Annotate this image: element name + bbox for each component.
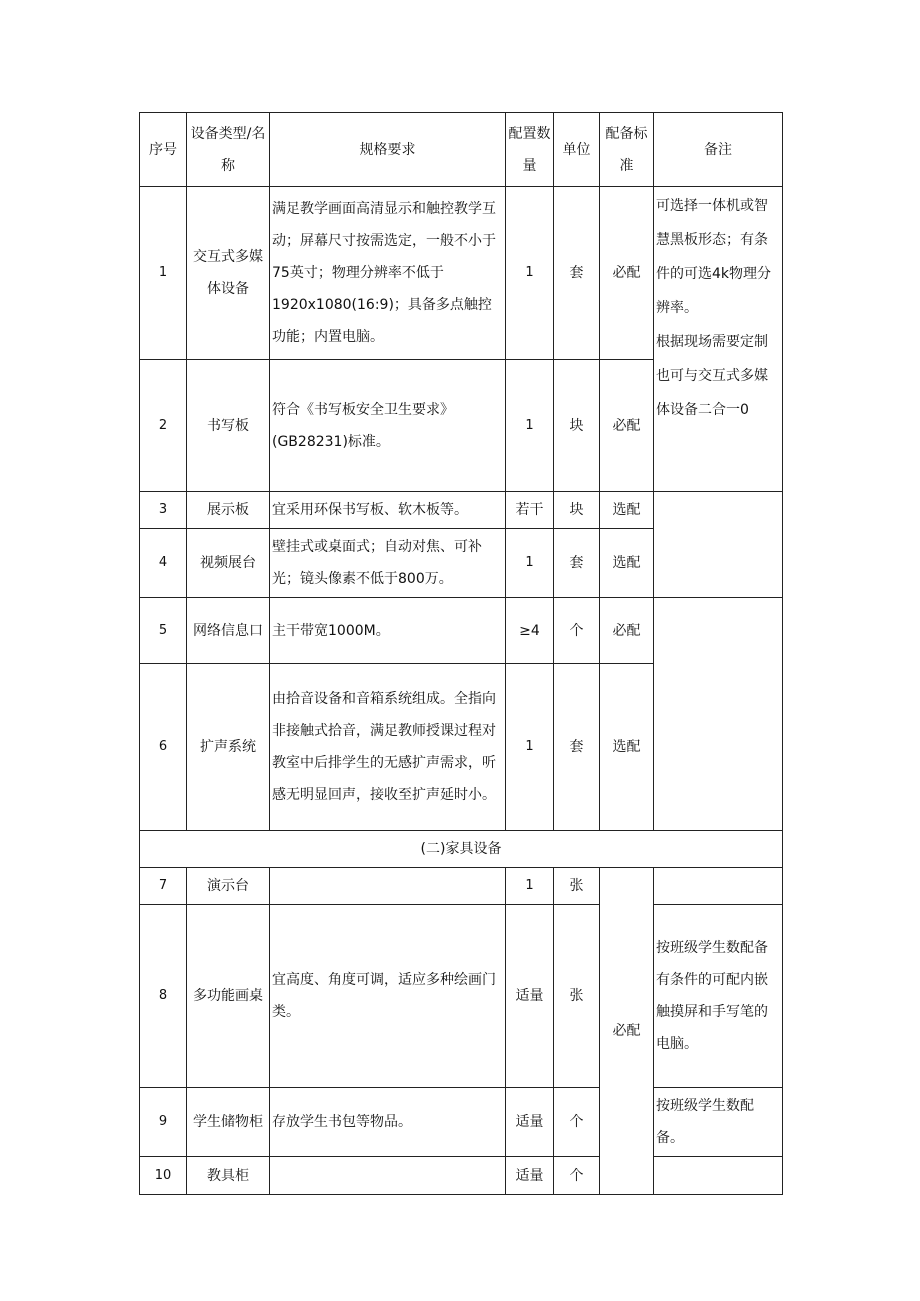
row-spec: 壁挂式或桌面式；自动对焦、可补光；镜头像素不低于800万。 (270, 529, 506, 598)
row-unit: 个 (554, 1088, 600, 1157)
section-title: (二)家具设备 (140, 831, 783, 868)
row-std: 选配 (600, 492, 654, 529)
table-row (140, 187, 783, 360)
header-seq: 序号 (140, 113, 187, 187)
header-std: 配备标准 (600, 113, 654, 187)
table-row (140, 492, 783, 529)
table-row (140, 1088, 783, 1157)
row-spec: 宜高度、角度可调，适应多种绘画门类。 (270, 905, 506, 1088)
row-note-empty (654, 598, 783, 831)
header-note: 备注 (654, 113, 783, 187)
row-qty: ≥4 (506, 598, 554, 664)
row-qty: 1 (506, 529, 554, 598)
row-unit: 个 (554, 1157, 600, 1195)
row-unit: 套 (554, 187, 600, 360)
equipment-table (139, 112, 783, 1195)
row-name: 展示板 (187, 492, 270, 529)
row-name: 学生储物柜 (187, 1088, 270, 1157)
row-qty: 1 (506, 187, 554, 360)
table-row (140, 868, 783, 905)
row-no: 7 (140, 868, 187, 905)
row-spec: 宜采用环保书写板、软木板等。 (270, 492, 506, 529)
row-no: 2 (140, 360, 187, 492)
row-spec: 符合《书写板安全卫生要求》(GB28231)标准。 (270, 360, 506, 492)
row-std: 必配 (600, 598, 654, 664)
row-qty: 适量 (506, 1157, 554, 1195)
row-spec (270, 868, 506, 905)
row-no: 10 (140, 1157, 187, 1195)
table-row (140, 1157, 783, 1195)
row-name: 多功能画桌 (187, 905, 270, 1088)
header-name: 设备类型/名称 (187, 113, 270, 187)
row-unit: 张 (554, 905, 600, 1088)
row-std: 选配 (600, 664, 654, 831)
row-no: 6 (140, 664, 187, 831)
row-name: 交互式多媒体设备 (187, 187, 270, 360)
row-name: 网络信息口 (187, 598, 270, 664)
row-std: 必配 (600, 360, 654, 492)
row-no: 5 (140, 598, 187, 664)
row-note-empty (654, 868, 783, 905)
row-unit: 块 (554, 492, 600, 529)
row-unit: 个 (554, 598, 600, 664)
row-unit: 块 (554, 360, 600, 492)
header-row (140, 113, 783, 187)
row-spec: 满足教学画面高清显示和触控教学互动；屏幕尺寸按需选定，一般不小于75英寸；物理分辨率不低于1920x1080(16:9)；具备多点触控功能；内置电脑。 (270, 187, 506, 360)
row-name: 扩声系统 (187, 664, 270, 831)
row-unit: 套 (554, 664, 600, 831)
table-row (140, 598, 783, 664)
row-no: 1 (140, 187, 187, 360)
row-no: 4 (140, 529, 187, 598)
row-qty: 1 (506, 664, 554, 831)
header-qty: 配置数量 (506, 113, 554, 187)
row-note-empty (654, 1157, 783, 1195)
row-name: 演示台 (187, 868, 270, 905)
row-qty: 适量 (506, 905, 554, 1088)
row-no: 9 (140, 1088, 187, 1157)
note-1: 可选择一体机或智慧黑板形态；有条件的可选4k物理分辨率。 (656, 198, 772, 316)
row-std: 必配 (600, 187, 654, 360)
row-note: 按班级学生数配备有条件的可配内嵌触摸屏和手写笔的电脑。 (654, 905, 783, 1088)
row-unit: 张 (554, 868, 600, 905)
row-no: 3 (140, 492, 187, 529)
row-qty: 适量 (506, 1088, 554, 1157)
row-note (654, 187, 783, 492)
row-qty: 1 (506, 360, 554, 492)
row-note-empty (654, 492, 783, 598)
row-std-merged: 必配 (600, 868, 654, 1195)
table-row (140, 905, 783, 1088)
row-name: 视频展台 (187, 529, 270, 598)
row-note: 按班级学生数配备。 (654, 1088, 783, 1157)
row-name: 书写板 (187, 360, 270, 492)
row-std: 选配 (600, 529, 654, 598)
row-name: 教具柜 (187, 1157, 270, 1195)
row-qty: 若干 (506, 492, 554, 529)
header-unit: 单位 (554, 113, 600, 187)
row-qty: 1 (506, 868, 554, 905)
section-row (140, 831, 783, 868)
row-spec: 主干带宽1000M。 (270, 598, 506, 664)
header-spec: 规格要求 (270, 113, 506, 187)
note-2: 根据现场需要定制也可与交互式多媒体设备二合一0 (656, 334, 768, 418)
row-spec (270, 1157, 506, 1195)
row-spec: 存放学生书包等物品。 (270, 1088, 506, 1157)
row-no: 8 (140, 905, 187, 1088)
row-unit: 套 (554, 529, 600, 598)
row-spec: 由拾音设备和音箱系统组成。全指向非接触式拾音，满足教师授课过程对教室中后排学生的无感扩声需求，听感无明显回声，接收至扩声延时小。 (270, 664, 506, 831)
